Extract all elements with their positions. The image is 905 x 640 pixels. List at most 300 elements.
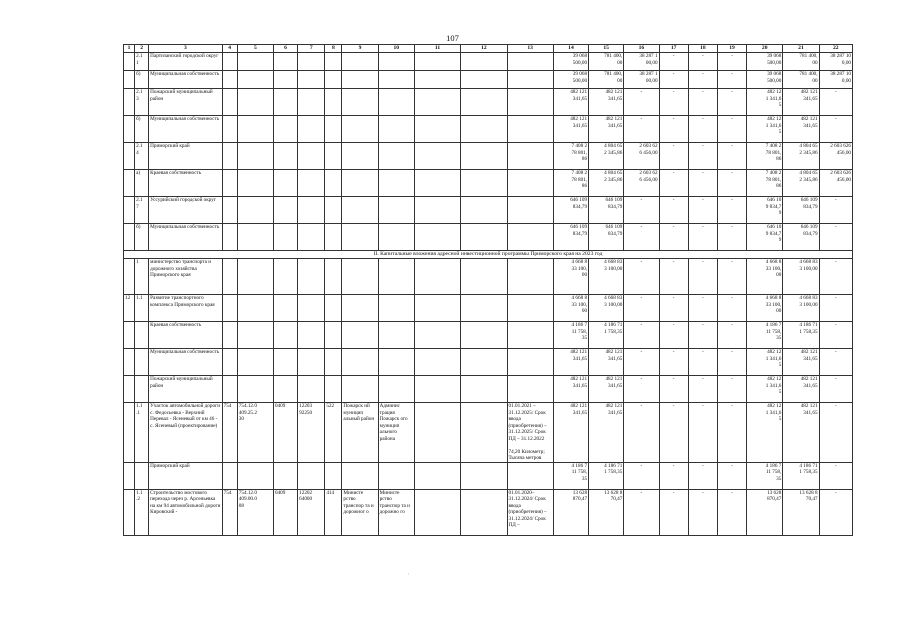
cell-col-14: 4 668 8 33 100, 00	[553, 259, 588, 295]
cell-col-4	[222, 462, 237, 489]
cell-col-19: -	[717, 462, 746, 489]
cell-col-9	[342, 349, 378, 376]
cell-col-11	[414, 89, 460, 116]
cell-col-8	[325, 259, 342, 295]
cell-col-21: 4 186 71 1 758,35	[783, 462, 819, 489]
header-cell: 3	[149, 45, 223, 53]
cell-col-17: -	[659, 259, 688, 295]
cell-col-3: Приморский край	[149, 462, 223, 489]
cell-col-1	[124, 224, 135, 251]
cell-col-13	[507, 53, 553, 71]
cell-col-7	[298, 116, 325, 143]
table-row	[124, 89, 853, 116]
cell-col-2: 2.1 4	[135, 143, 149, 170]
cell-col-19: -	[717, 322, 746, 349]
cell-col-22: -	[819, 322, 852, 349]
cell-col-11	[414, 116, 460, 143]
cell-col-7	[298, 89, 325, 116]
cell-col-6	[273, 53, 297, 71]
table-row	[124, 462, 853, 489]
cell-col-12	[461, 89, 507, 116]
cell-col-14: 482 121 341,65	[553, 376, 588, 403]
cell-col-1	[124, 89, 135, 116]
cell-col-1: 12	[124, 295, 135, 322]
cell-col-1	[124, 462, 135, 489]
cell-col-2: 1.1 .1	[135, 403, 149, 463]
cell-col-6	[273, 224, 297, 251]
cell-col-14: 7 408 2 78 801, 86	[553, 143, 588, 170]
cell-col-19: -	[717, 259, 746, 295]
cell-col-19: -	[717, 143, 746, 170]
cell-col-12	[461, 170, 507, 197]
cell-col-1	[124, 259, 135, 295]
cell-col-13	[507, 143, 553, 170]
cell-col-19: -	[717, 71, 746, 89]
cell-col-15: 482 121 341,65	[589, 403, 624, 463]
table-row	[124, 376, 853, 403]
cell-col-20: 482 12 1 341,6 5	[747, 403, 783, 463]
cell-col-15: 482 121 341,65	[589, 116, 624, 143]
header-cell: 10	[378, 45, 414, 53]
cell-col-13	[507, 89, 553, 116]
cell-col-12	[461, 322, 507, 349]
cell-col-20: 482 12 1 341,6 5	[747, 116, 783, 143]
cell-col-19: -	[717, 53, 746, 71]
table-row	[124, 489, 853, 535]
cell-col-10: Админис трация Пожарск ого муницип ального района	[378, 403, 414, 463]
cell-col-7	[298, 170, 325, 197]
cell-col-16: -	[624, 116, 659, 143]
cell-col-22: 2 603 626 456,00	[819, 143, 852, 170]
cell-col-13: 01.01.2020– 31.12.2024/ Срок ввода (приобретения) – 31.12.2024/ Срок ПД –	[507, 489, 553, 535]
cell-col-14: 482 121 341,65	[553, 403, 588, 463]
header-cell: 1	[124, 45, 135, 53]
cell-col-6	[273, 295, 297, 322]
cell-col-6	[273, 462, 297, 489]
cell-col-1	[124, 197, 135, 224]
cell-col-17: -	[659, 170, 688, 197]
cell-col-12	[461, 403, 507, 463]
cell-col-6	[273, 89, 297, 116]
cell-col-20: 646 10 9 834,7 9	[747, 224, 783, 251]
cell-col-3: Муниципальная собственность	[149, 224, 223, 251]
cell-col-7	[298, 376, 325, 403]
cell-col-2: 2.1 1	[135, 53, 149, 71]
cell-col-21: 482 121 341,65	[783, 403, 819, 463]
cell-col-20: 646 10 9 834,7 9	[747, 197, 783, 224]
cell-col-3: Муниципальная собственность	[149, 116, 223, 143]
cell-col-2: а)	[135, 170, 149, 197]
table-row	[124, 197, 853, 224]
cell-col-5	[237, 71, 273, 89]
table-header-row	[124, 45, 853, 53]
cell-col-15: 4 668 83 3 100,00	[589, 259, 624, 295]
cell-col-20: 13 628 870,47	[747, 489, 783, 535]
cell-col-14: 646 109 834,79	[553, 224, 588, 251]
header-cell: 4	[222, 45, 237, 53]
cell-col-17: -	[659, 71, 688, 89]
cell-col-6	[273, 197, 297, 224]
table-row	[124, 224, 853, 251]
cell-col-10	[378, 462, 414, 489]
cell-col-21: 482 121 341,65	[783, 89, 819, 116]
cell-col-8	[325, 170, 342, 197]
cell-col-16: -	[624, 89, 659, 116]
cell-col-16: 38 287 1 00,00	[624, 53, 659, 71]
cell-col-1	[124, 143, 135, 170]
cell-col-4	[222, 295, 237, 322]
cell-col-4	[222, 376, 237, 403]
cell-col-10: Министе рство транспор та и дорожно го	[378, 489, 414, 535]
cell-col-17: -	[659, 224, 688, 251]
cell-col-4: 754	[222, 489, 237, 535]
cell-col-13	[507, 170, 553, 197]
cell-col-14: 482 121 341,65	[553, 349, 588, 376]
header-cell: 11	[414, 45, 460, 53]
cell-col-1	[124, 349, 135, 376]
cell-col-7: 12203 92250	[298, 403, 325, 463]
cell-col-19: -	[717, 376, 746, 403]
cell-col-10	[378, 259, 414, 295]
cell-col-17: -	[659, 116, 688, 143]
cell-col-15: 4 668 83 3 100,00	[589, 295, 624, 322]
cell-col-14: 482 121 341,65	[553, 116, 588, 143]
cell-col-14: 4 668 8 33 100, 00	[553, 295, 588, 322]
cell-col-4	[222, 197, 237, 224]
cell-col-20: 4 186 7 11 758, 35	[747, 462, 783, 489]
cell-col-22: 38 287 10 0,00	[819, 53, 852, 71]
cell-col-17: -	[659, 403, 688, 463]
cell-col-3: Уссурийский городской округ	[149, 197, 223, 224]
cell-col-22: -	[819, 89, 852, 116]
cell-col-21: 646 109 834,79	[783, 224, 819, 251]
page-number: 107	[446, 33, 459, 43]
cell-col-18: -	[688, 170, 717, 197]
cell-col-15: 482 121 341,65	[589, 376, 624, 403]
cell-col-9	[342, 89, 378, 116]
cell-col-21: 482 121 341,65	[783, 116, 819, 143]
cell-col-11	[414, 170, 460, 197]
cell-col-17: -	[659, 489, 688, 535]
cell-col-3: Партизанский городской округ	[149, 53, 223, 71]
cell-col-7	[298, 197, 325, 224]
cell-col-8	[325, 462, 342, 489]
cell-col-22: -	[819, 295, 852, 322]
cell-col-12	[461, 376, 507, 403]
cell-col-5	[237, 462, 273, 489]
cell-col-22: -	[819, 462, 852, 489]
cell-col-13	[507, 462, 553, 489]
table-row	[124, 403, 853, 463]
cell-col-12	[461, 295, 507, 322]
cell-col-8	[325, 376, 342, 403]
header-cell: 5	[237, 45, 273, 53]
cell-col-5	[237, 295, 273, 322]
cell-col-15: 4 186 71 1 758,35	[589, 322, 624, 349]
cell-col-3: Краевая собственность	[149, 322, 223, 349]
cell-col-13	[507, 116, 553, 143]
cell-col-4	[222, 89, 237, 116]
cell-col-4	[222, 71, 237, 89]
cell-col-22: -	[819, 376, 852, 403]
cell-col-1	[124, 403, 135, 463]
cell-col-7	[298, 322, 325, 349]
header-cell: 18	[688, 45, 717, 53]
cell-col-22: -	[819, 403, 852, 463]
cell-col-20: 7 408 2 78 801, 86	[747, 170, 783, 197]
cell-col-13	[507, 224, 553, 251]
cell-col-2: 2.1 3	[135, 89, 149, 116]
cell-col-14: 4 186 7 11 758, 35	[553, 462, 588, 489]
cell-col-18: -	[688, 71, 717, 89]
cell-col-3: Муниципальная собственность	[149, 349, 223, 376]
cell-col-6: 0409	[273, 489, 297, 535]
cell-col-7	[298, 71, 325, 89]
cell-col-1	[124, 71, 135, 89]
cell-col-4	[222, 170, 237, 197]
cell-col-15: 4 804 65 2 345,86	[589, 170, 624, 197]
cell-col-16: -	[624, 322, 659, 349]
cell-col-10	[378, 143, 414, 170]
header-cell: 19	[717, 45, 746, 53]
cell-col-8: 522	[325, 403, 342, 463]
cell-col-18: -	[688, 53, 717, 71]
cell-col-9: Министе рство транспор та и дорожног о	[342, 489, 378, 535]
cell-col-18: -	[688, 143, 717, 170]
cell-col-19: -	[717, 89, 746, 116]
cell-col-3: Муниципальная собственность	[149, 71, 223, 89]
cell-col-8	[325, 89, 342, 116]
cell-col-3: Приморский край	[149, 143, 223, 170]
cell-col-13	[507, 259, 553, 295]
cell-col-14: 646 109 834,79	[553, 197, 588, 224]
cell-col-10	[378, 170, 414, 197]
cell-col-2	[135, 349, 149, 376]
cell-col-20: 4 668 8 33 100, 00	[747, 295, 783, 322]
cell-col-20: 39 068 500,00	[747, 71, 783, 89]
cell-col-20: 4 668 8 33 100, 00	[747, 259, 783, 295]
cell-col-11	[414, 489, 460, 535]
cell-col-18: -	[688, 224, 717, 251]
cell-col-6	[273, 170, 297, 197]
cell-col-18: -	[688, 89, 717, 116]
header-cell: 13	[507, 45, 553, 53]
cell-col-18: -	[688, 489, 717, 535]
cell-col-6	[273, 143, 297, 170]
cell-col-12	[461, 349, 507, 376]
cell-col-22: 2 603 626 456,00	[819, 170, 852, 197]
cell-col-9	[342, 170, 378, 197]
cell-col-11	[414, 259, 460, 295]
cell-col-12	[461, 259, 507, 295]
cell-col-8	[325, 322, 342, 349]
cell-col-5	[237, 116, 273, 143]
cell-col-3: Строительство мостового перехода через р. Арсеньевка на км 94 автомобильной дороги Кировский -	[149, 489, 223, 535]
cell-col-1	[124, 489, 135, 535]
cell-col-21: 4 186 71 1 758,35	[783, 322, 819, 349]
cell-col-19: -	[717, 224, 746, 251]
cell-col-18: -	[688, 295, 717, 322]
cell-col-16: -	[624, 349, 659, 376]
cell-col-7	[298, 143, 325, 170]
cell-col-5	[237, 322, 273, 349]
cell-col-2: б)	[135, 224, 149, 251]
table-row	[124, 143, 853, 170]
cell-col-15: 4 804 65 2 345,86	[589, 143, 624, 170]
cell-col-15: 482 121 341,65	[589, 89, 624, 116]
cell-col-20: 482 12 1 341,6 5	[747, 349, 783, 376]
cell-col-10	[378, 71, 414, 89]
cell-col-13	[507, 71, 553, 89]
cell-col-5	[237, 197, 273, 224]
cell-col-19: -	[717, 349, 746, 376]
cell-col-6: 0409	[273, 403, 297, 463]
cell-col-8	[325, 53, 342, 71]
header-cell: 21	[783, 45, 819, 53]
table-row	[124, 53, 853, 71]
header-cell: 14	[553, 45, 588, 53]
cell-col-10	[378, 295, 414, 322]
cell-col-11	[414, 376, 460, 403]
cell-col-11	[414, 53, 460, 71]
cell-col-5: 754.12.0 409.25.2 30	[237, 403, 273, 463]
cell-col-22: -	[819, 489, 852, 535]
cell-col-5	[237, 349, 273, 376]
cell-col-9	[342, 53, 378, 71]
header-cell: 22	[819, 45, 852, 53]
cell-col-3: Пожарский муниципальный район	[149, 376, 223, 403]
cell-col-5	[237, 53, 273, 71]
cell-col-9	[342, 322, 378, 349]
cell-col-1	[124, 116, 135, 143]
header-cell: 12	[461, 45, 507, 53]
cell-col-9	[342, 197, 378, 224]
cell-col-2	[135, 322, 149, 349]
cell-col-13	[507, 295, 553, 322]
cell-col-9	[342, 259, 378, 295]
cell-col-9: Пожарск ий муницип альный район	[342, 403, 378, 463]
cell-col-9	[342, 376, 378, 403]
cell-col-18: -	[688, 349, 717, 376]
cell-col-18: -	[688, 403, 717, 463]
cell-col-4	[222, 224, 237, 251]
cell-col-5	[237, 170, 273, 197]
cell-col-8	[325, 116, 342, 143]
section-title: II. Капитальные вложения адресной инвестиционной программы Приморского края на 2023 год	[124, 251, 853, 259]
cell-col-13	[507, 349, 553, 376]
cell-col-20: 482 12 1 341,6 5	[747, 89, 783, 116]
cell-col-15: 781 400, 00	[589, 53, 624, 71]
cell-col-15: 4 186 71 1 758,35	[589, 462, 624, 489]
cell-col-9	[342, 224, 378, 251]
cell-col-6	[273, 349, 297, 376]
header-cell: 7	[298, 45, 325, 53]
investment-program-table	[123, 44, 853, 536]
header-cell: 16	[624, 45, 659, 53]
cell-col-5	[237, 224, 273, 251]
header-cell: 8	[325, 45, 342, 53]
cell-col-14: 4 186 7 11 758, 35	[553, 322, 588, 349]
cell-col-15: 781 400, 00	[589, 71, 624, 89]
cell-col-14: 482 121 341,65	[553, 89, 588, 116]
cell-col-13	[507, 197, 553, 224]
cell-col-18: -	[688, 259, 717, 295]
cell-col-17: -	[659, 143, 688, 170]
cell-col-22: -	[819, 224, 852, 251]
table-row	[124, 295, 853, 322]
cell-col-1	[124, 170, 135, 197]
cell-col-10	[378, 224, 414, 251]
cell-col-22: -	[819, 116, 852, 143]
cell-col-4	[222, 53, 237, 71]
cell-col-11	[414, 403, 460, 463]
cell-col-17: -	[659, 349, 688, 376]
cell-col-11	[414, 462, 460, 489]
cell-col-2: б)	[135, 71, 149, 89]
cell-col-14: 39 068 500,00	[553, 53, 588, 71]
cell-col-2: б)	[135, 116, 149, 143]
cell-col-17: -	[659, 89, 688, 116]
cell-col-14: 7 408 2 78 801, 86	[553, 170, 588, 197]
cell-col-4	[222, 322, 237, 349]
cell-col-10	[378, 53, 414, 71]
cell-col-8	[325, 197, 342, 224]
cell-col-15: 646 109 834,79	[589, 197, 624, 224]
cell-col-2: 2.1 7	[135, 197, 149, 224]
cell-col-6	[273, 71, 297, 89]
cell-col-20: 482 12 1 341,6 5	[747, 376, 783, 403]
cell-col-12	[461, 116, 507, 143]
cell-col-11	[414, 197, 460, 224]
cell-col-22: -	[819, 197, 852, 224]
table-row	[124, 170, 853, 197]
cell-col-17: -	[659, 462, 688, 489]
cell-col-2: 1.1 .2	[135, 489, 149, 535]
cell-col-16: -	[624, 259, 659, 295]
cell-col-4: 754	[222, 403, 237, 463]
cell-col-21: 13 628 8 70,47	[783, 489, 819, 535]
cell-col-11	[414, 295, 460, 322]
cell-col-5	[237, 259, 273, 295]
header-cell: 15	[589, 45, 624, 53]
cell-col-20: 7 408 2 78 801, 86	[747, 143, 783, 170]
cell-col-7	[298, 224, 325, 251]
cell-col-14: 39 068 500,00	[553, 71, 588, 89]
cell-col-16: -	[624, 403, 659, 463]
cell-col-22: -	[819, 259, 852, 295]
cell-col-17: -	[659, 376, 688, 403]
cell-col-21: 4 668 83 3 100,00	[783, 295, 819, 322]
cell-col-8: 414	[325, 489, 342, 535]
scan-mark: '	[408, 574, 409, 579]
cell-col-4	[222, 143, 237, 170]
cell-col-5	[237, 89, 273, 116]
cell-col-12	[461, 143, 507, 170]
cell-col-4	[222, 349, 237, 376]
cell-col-3: Краевая собственность	[149, 170, 223, 197]
cell-col-12	[461, 224, 507, 251]
cell-col-20: 4 186 7 11 758, 35	[747, 322, 783, 349]
cell-col-3: Развитие транспортного комплекса Приморского края	[149, 295, 223, 322]
cell-col-9	[342, 143, 378, 170]
cell-col-12	[461, 71, 507, 89]
cell-col-19: -	[717, 403, 746, 463]
cell-col-8	[325, 349, 342, 376]
cell-col-10	[378, 116, 414, 143]
cell-col-21: 482 121 341,65	[783, 376, 819, 403]
cell-col-8	[325, 295, 342, 322]
cell-col-19: -	[717, 295, 746, 322]
